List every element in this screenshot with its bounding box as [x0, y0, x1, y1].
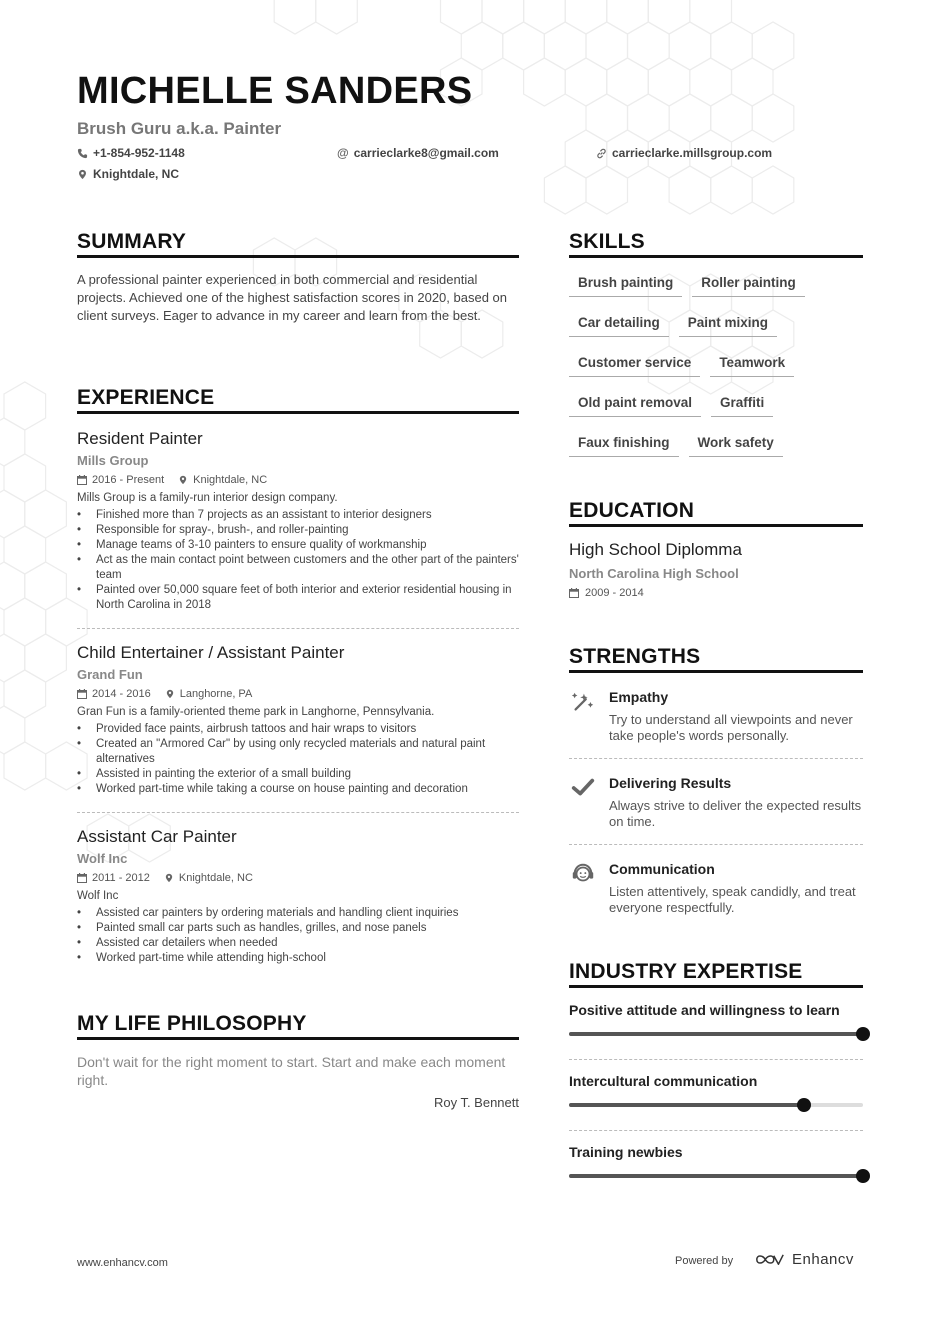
at-icon: @ [337, 145, 349, 160]
brand-name: Enhancv [792, 1251, 854, 1268]
job-meta [77, 870, 519, 885]
strength-title: Empathy [609, 689, 669, 705]
skills-list [569, 272, 865, 457]
skill-tag: Customer service [569, 352, 700, 377]
experience-item [77, 826, 519, 966]
expertise-item [569, 1073, 863, 1107]
education-heading: EDUCATION [569, 499, 863, 527]
divider [77, 812, 519, 813]
company-description: Mills Group is a family-run interior design company. [77, 492, 338, 504]
job-bullet: • Painted over 50,000 square feet of both interior and exterior residential housing in North Carolina in 2018 [77, 583, 519, 613]
headset-person-icon [569, 861, 597, 889]
education-dates-text: 2009 - 2014 [585, 587, 644, 599]
job-location [164, 872, 253, 884]
job-dates-text: 2016 - Present [92, 473, 165, 486]
company-name: Wolf Inc [77, 851, 128, 866]
job-bullet: • Created an "Armored Car" by using only recycled materials and natural paint alternatives [77, 737, 519, 767]
job-dates [77, 474, 164, 486]
location-text: Knightdale, NC [93, 167, 179, 181]
email-text: carrieclarke8@gmail.com [353, 146, 499, 160]
expertise-fill [569, 1032, 863, 1036]
experience-item [77, 642, 519, 797]
location-pin-icon [77, 169, 88, 180]
job-bullet: • Assisted in painting the exterior of a small building [77, 767, 519, 782]
summary-heading: SUMMARY [77, 230, 519, 258]
phone-icon [77, 148, 88, 159]
divider [569, 758, 863, 759]
job-title: Resident Painter [77, 429, 203, 448]
expertise-bar [569, 1174, 863, 1178]
strength-item [569, 689, 863, 749]
contact-email[interactable] [337, 146, 499, 160]
contact-location [77, 167, 179, 181]
quote-author: Roy T. Bennett [433, 1095, 519, 1110]
skill-tag: Brush painting [569, 272, 682, 297]
enhancv-logo-icon [754, 1251, 786, 1268]
powered-by-text: Powered by [675, 1255, 734, 1267]
job-location [178, 474, 267, 486]
expertise-knob [856, 1027, 870, 1041]
phone-text: +1-854-952-1148 [93, 146, 185, 160]
degree-title: High School Diplomma [569, 540, 742, 559]
expertise-bar [569, 1032, 863, 1036]
job-bullet: • Worked part-time while taking a course on house painting and decoration [77, 782, 519, 797]
expertise-item [569, 1144, 863, 1178]
link-icon [596, 148, 607, 159]
company-name: Grand Fun [77, 667, 143, 682]
experience-heading: EXPERIENCE [77, 386, 519, 414]
job-bullet: • Act as the main contact point between customers and the other part of the painters' team [77, 553, 519, 583]
strength-text: Try to understand all viewpoints and never take people's words personally. [609, 712, 853, 743]
footer-url[interactable]: www.enhancv.com [77, 1257, 168, 1269]
job-bullet: • Responsible for spray-, brush-, and roller-painting [77, 523, 519, 538]
job-dates [77, 688, 151, 700]
candidate-name: MICHELLE SANDERS [77, 70, 473, 112]
divider [569, 844, 863, 845]
candidate-role: Brush Guru a.k.a. Painter [77, 119, 282, 138]
expertise-label: Intercultural communication [569, 1073, 758, 1089]
divider [569, 1059, 863, 1060]
job-dates [77, 872, 150, 884]
strengths-heading: STRENGTHS [569, 645, 863, 673]
location-pin-icon [165, 689, 175, 699]
experience-item [77, 428, 519, 613]
job-location-text: Knightdale, NC [193, 473, 268, 486]
strength-item [569, 861, 863, 921]
job-bullet: • Provided face paints, airbrush tattoos and hair wraps to visitors [77, 722, 519, 737]
website-text: carrieclarke.millsgroup.com [612, 146, 773, 160]
skill-tag: Car detailing [569, 312, 669, 337]
skill-tag: Teamwork [710, 352, 794, 377]
skill-tag: Paint mixing [679, 312, 777, 337]
divider [569, 1130, 863, 1131]
contact-phone[interactable] [77, 146, 185, 160]
skill-tag: Roller painting [692, 272, 805, 297]
skill-tag: Graffiti [711, 392, 773, 417]
job-location [165, 688, 253, 700]
company-description: Gran Fun is a family-oriented theme park in Langhorne, Pennsylvania. [77, 706, 435, 718]
job-dates-text: 2011 - 2012 [92, 871, 150, 884]
expertise-knob [797, 1098, 811, 1112]
strength-title: Delivering Results [609, 775, 732, 791]
expertise-bar [569, 1103, 863, 1107]
job-bullet: • Manage teams of 3-10 painters to ensure quality of workmanship [77, 538, 519, 553]
strength-title: Communication [609, 861, 715, 877]
job-bullet: • Worked part-time while attending high-school [77, 951, 519, 966]
expertise-label: Positive attitude and willingness to learn [569, 1002, 840, 1018]
job-location-text: Knightdale, NC [178, 871, 253, 884]
job-location-text: Langhorne, PA [179, 687, 253, 700]
checkmark-icon [569, 775, 597, 803]
calendar-icon [77, 873, 87, 883]
job-bullet: • Assisted car detailers when needed [77, 936, 519, 951]
job-meta [77, 472, 519, 487]
job-bullet: • Finished more than 7 projects as an assistant to interior designers [77, 508, 519, 523]
skill-tag: Old paint removal [569, 392, 701, 417]
job-title: Assistant Car Painter [77, 827, 237, 846]
location-pin-icon [164, 873, 174, 883]
job-meta [77, 686, 519, 701]
company-description: Wolf Inc [77, 890, 119, 902]
job-bullets [77, 906, 519, 966]
job-bullet: • Painted small car parts such as handles, grilles, and nose panels [77, 921, 519, 936]
expertise-label: Training newbies [569, 1144, 683, 1160]
industry-heading: INDUSTRY EXPERTISE [569, 960, 863, 988]
strength-item [569, 775, 863, 835]
location-pin-icon [178, 475, 188, 485]
skill-tag: Faux finishing [569, 432, 679, 457]
job-bullet: • Assisted car painters by ordering materials and handling client inquiries [77, 906, 519, 921]
divider [77, 628, 519, 629]
education-dates [569, 587, 644, 599]
job-dates-text: 2014 - 2016 [92, 687, 151, 700]
philosophy-quote: Don't wait for the right moment to start. Start and make each moment right. [77, 1054, 506, 1088]
calendar-icon [77, 689, 87, 699]
philosophy-heading: MY LIFE PHILOSOPHY [77, 1012, 519, 1040]
expertise-fill [569, 1103, 804, 1107]
job-bullets [77, 508, 519, 613]
company-name: Mills Group [77, 453, 149, 468]
expertise-fill [569, 1174, 863, 1178]
expertise-item [569, 1002, 863, 1036]
magic-wand-icon [569, 689, 597, 717]
strength-text: Listen attentively, speak candidly, and treat everyone respectfully. [609, 884, 856, 915]
enhancv-logo[interactable] [754, 1251, 854, 1268]
skills-heading: SKILLS [569, 230, 863, 258]
calendar-icon [569, 588, 579, 598]
calendar-icon [77, 475, 87, 485]
contact-website[interactable] [596, 146, 772, 160]
expertise-knob [856, 1169, 870, 1183]
skill-tag: Work safety [689, 432, 783, 457]
job-bullets [77, 722, 519, 797]
job-title: Child Entertainer / Assistant Painter [77, 643, 345, 662]
school-name: North Carolina High School [569, 566, 739, 581]
summary-text: A professional painter experienced in both commercial and residential projects. Achieved one of the highest satisfaction scores in 2020, based on client surveys. Eager to advance in my career and learn from the best. [77, 272, 507, 323]
strength-text: Always strive to deliver the expected results on time. [609, 798, 862, 829]
